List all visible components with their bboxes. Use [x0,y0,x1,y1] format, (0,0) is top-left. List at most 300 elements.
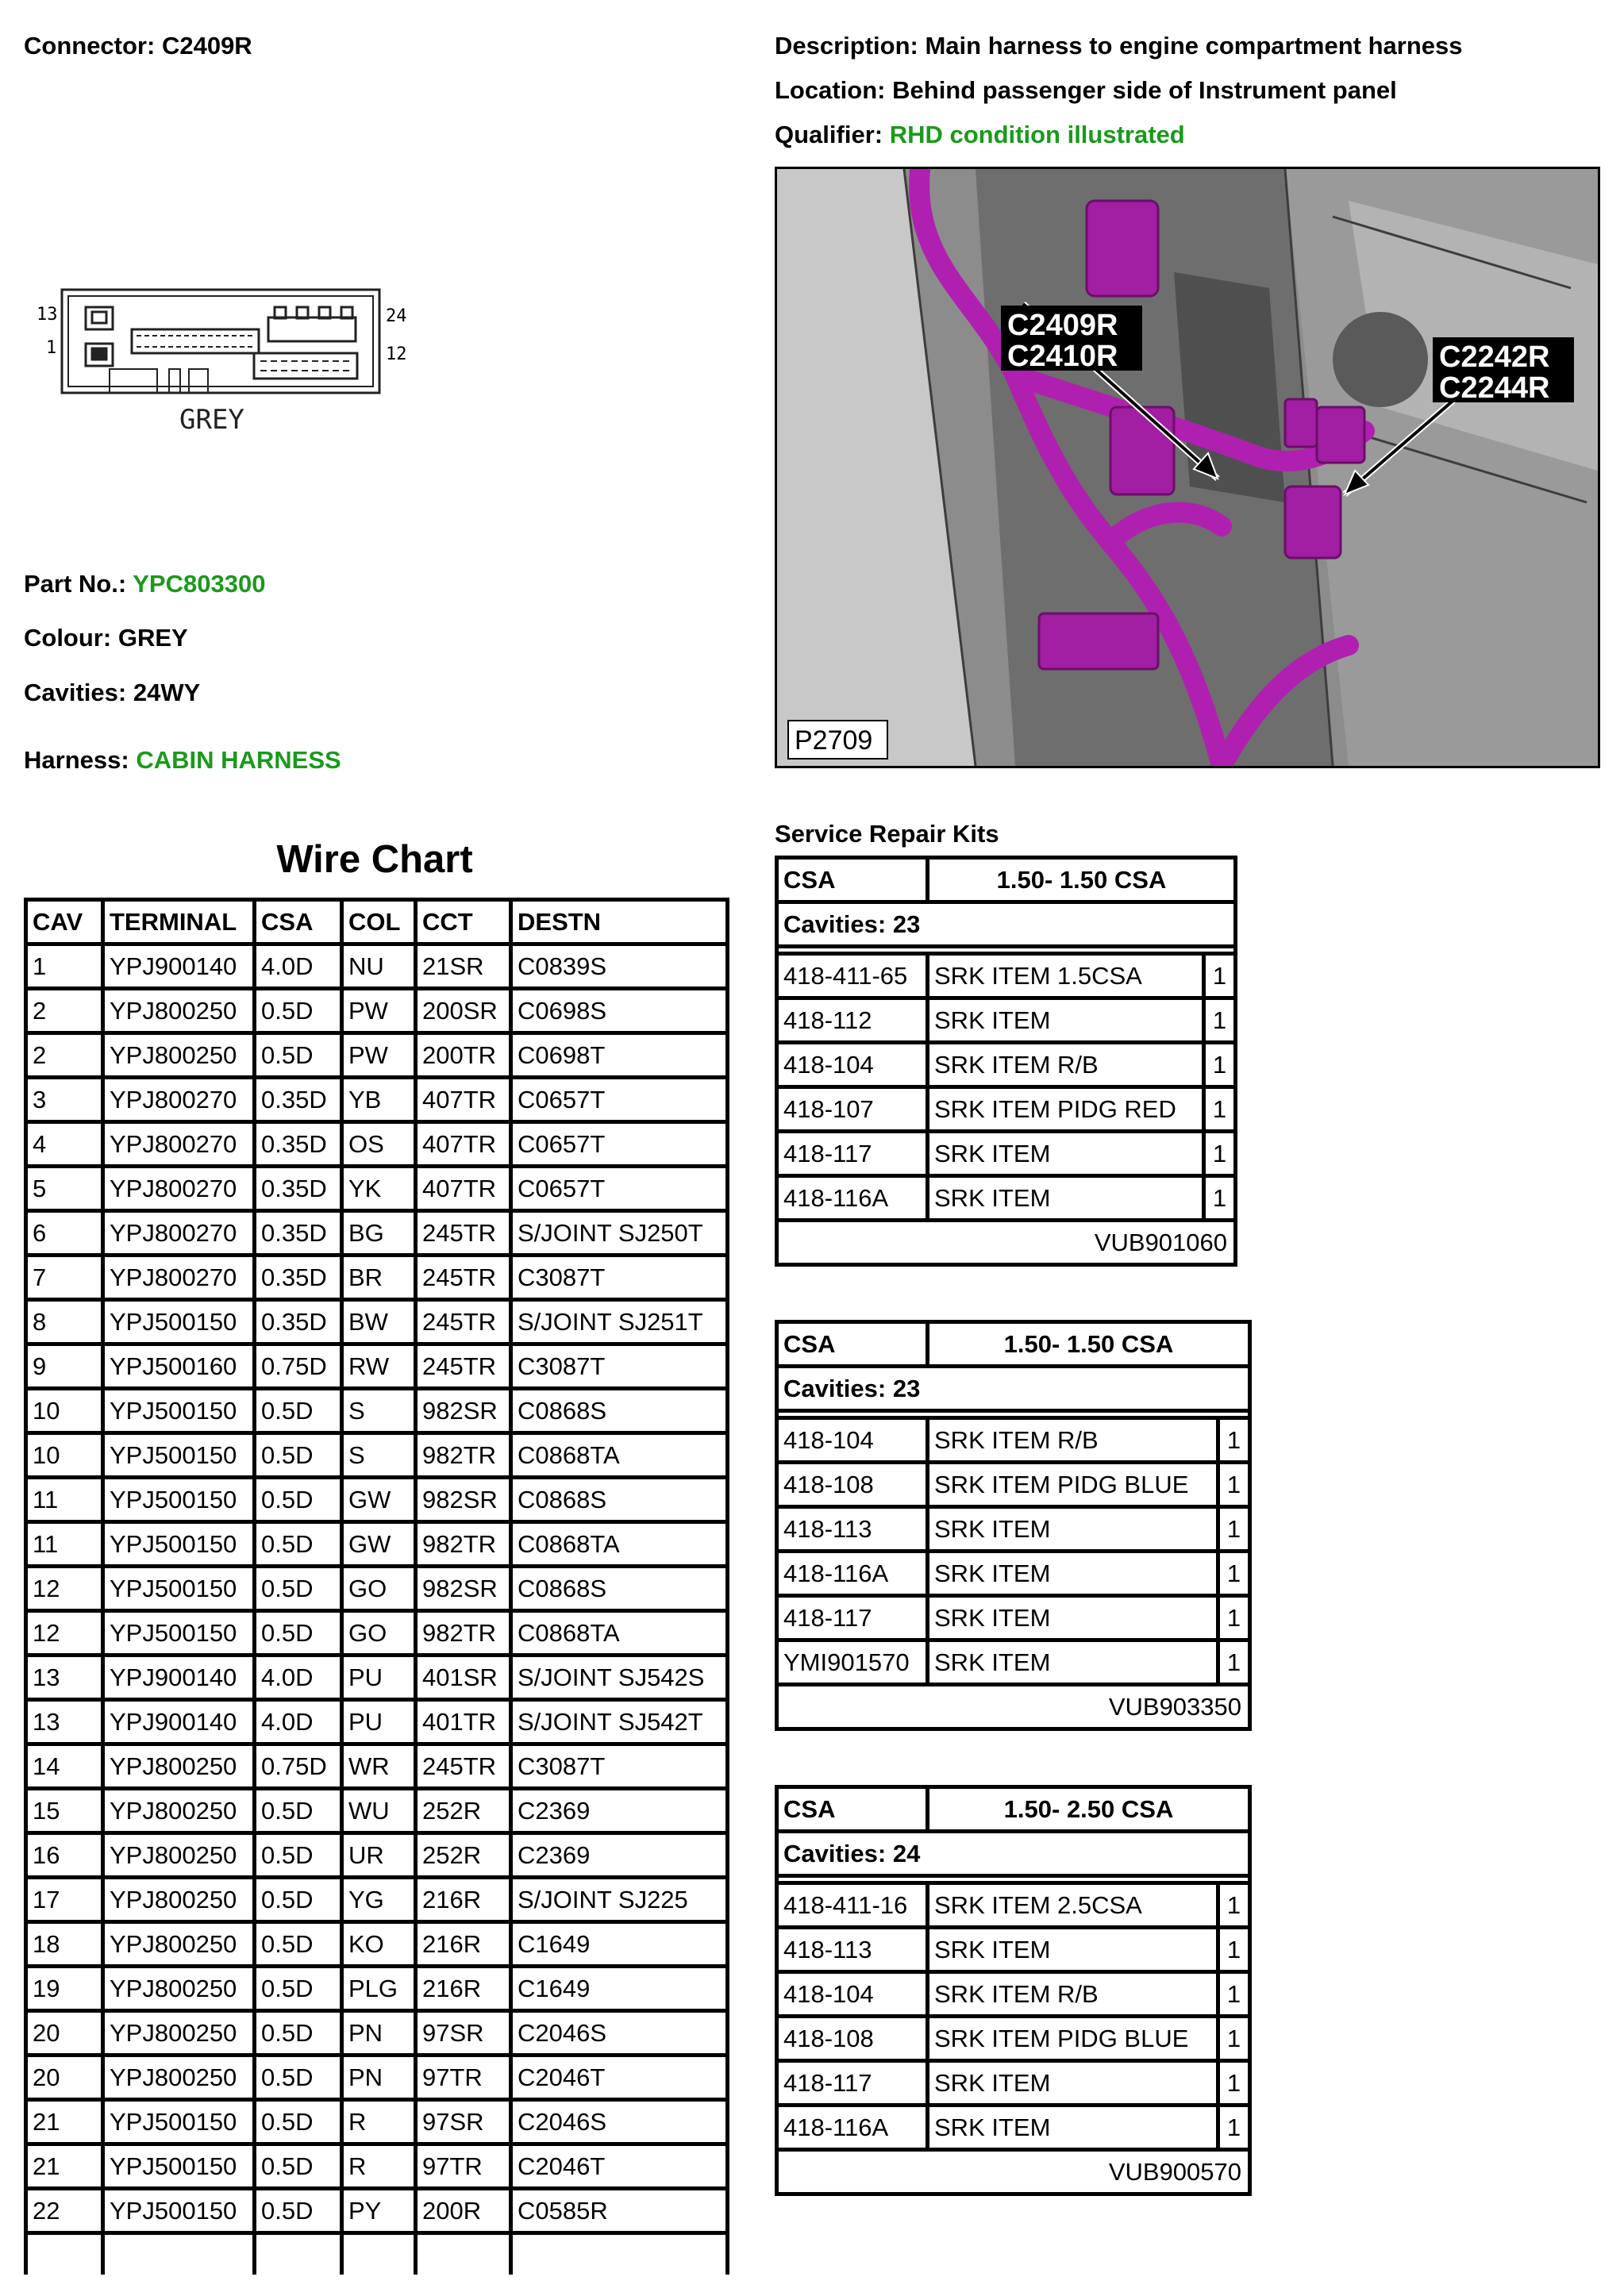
kit-part-number: 418-112 [779,1000,929,1044]
callout-c2242r: C2242R [1439,340,1550,374]
kit-csa-range: 1.50- 2.50 CSA [929,1789,1252,1833]
kit-part-number: 418-117 [779,2063,929,2107]
table-row [28,1213,729,1257]
kit-part-number: 418-108 [779,1464,929,1509]
cell-csa: 0.75D [256,1346,344,1390]
cell-cav: 21 [28,2102,105,2146]
kit-part-number: 418-104 [779,1044,929,1089]
cell-col: R [344,2102,418,2146]
table-row [28,1257,729,1302]
table-row [779,1133,1237,1178]
cell-terminal: YPJ800250 [105,2013,256,2057]
location-label: Location: [775,76,886,104]
cell-csa: 0.5D [256,1835,344,1879]
kit-item-quantity: 1 [1206,1089,1237,1133]
kit-ref-row [779,1222,1237,1267]
cell-col: GW [344,1524,418,1568]
cell-cct: 252R [418,1790,513,1835]
kit-part-number: 418-108 [779,2018,929,2063]
empty-cell [256,2235,344,2275]
cell-col: S [344,1435,418,1479]
cell-cct: 245TR [418,1257,513,1302]
table-row [28,2102,729,2146]
cell-csa: 0.35D [256,1302,344,1346]
kit-item-description: SRK ITEM R/B [929,1420,1220,1464]
cell-cct: 200TR [418,1035,513,1079]
cell-col: GO [344,1613,418,1657]
qualifier-line [775,121,1185,149]
cell-destn: C1649 [513,1968,729,2013]
cell-cct: 401TR [418,1702,513,1746]
table-row [28,990,729,1035]
cell-cav: 2 [28,1035,105,1079]
cell-col: UR [344,1835,418,1879]
cell-cav: 2 [28,990,105,1035]
kit-reference: VUB901060 [779,1222,1237,1267]
table-row [28,1568,729,1613]
cell-col: OS [344,1124,418,1168]
cell-destn: C1649 [513,1924,729,1968]
description-line [775,32,1463,60]
cell-terminal: YPJ800270 [105,1079,256,1124]
kit-spacer-cell [779,948,1237,956]
cell-csa: 0.5D [256,1035,344,1079]
kit-part-number: 418-104 [779,1420,929,1464]
cell-cct: 245TR [418,1346,513,1390]
cell-cct: 245TR [418,1746,513,1790]
table-row [779,1642,1252,1686]
cell-csa: 0.35D [256,1168,344,1213]
table-row [28,1968,729,2013]
cell-cav: 12 [28,1613,105,1657]
cell-terminal: YPJ500150 [105,1524,256,1568]
cell-cav: 1 [28,946,105,990]
kit-part-number: 418-411-16 [779,1885,929,1929]
col-destn: DESTN [513,902,729,946]
kit-item-quantity: 1 [1220,2107,1252,2152]
kit-item-description: SRK ITEM [929,1509,1220,1553]
cell-cct: 200R [418,2190,513,2235]
empty-cell [344,2235,418,2275]
colour-label: Colour: [24,624,112,652]
cell-terminal: YPJ800250 [105,1835,256,1879]
kit-part-number: 418-117 [779,1598,929,1642]
cell-cct: 407TR [418,1124,513,1168]
empty-cell [418,2235,513,2275]
table-row [779,1598,1252,1642]
table-row [28,946,729,990]
repair-kit-table [775,1785,1252,2196]
cell-destn: C0868TA [513,1435,729,1479]
cell-terminal: YPJ500150 [105,2190,256,2235]
description-value: Main harness to engine compartment harness [925,32,1463,60]
cell-destn: C2369 [513,1835,729,1879]
cavities-label: Cavities: [24,679,127,706]
cell-csa: 0.5D [256,2190,344,2235]
cell-destn: C3087T [513,1346,729,1390]
cell-cct: 97TR [418,2146,513,2190]
cell-terminal: YPJ500150 [105,2102,256,2146]
table-row [28,1035,729,1079]
table-row [28,2146,729,2190]
kit-item-description: SRK ITEM PIDG RED [929,1089,1206,1133]
cell-cct: 21SR [418,946,513,990]
table-row [28,1835,729,1879]
cell-destn: C0868S [513,1479,729,1524]
kit-part-number: 418-116A [779,2107,929,2152]
kit-part-number: YMI901570 [779,1642,929,1686]
kit-item-quantity: 1 [1220,1642,1252,1686]
cell-cav: 13 [28,1657,105,1702]
cell-destn: C0868TA [513,1524,729,1568]
cell-col: YG [344,1879,418,1924]
kit-spacer [779,1413,1252,1420]
repair-kit-table [775,1320,1252,1731]
wire-chart-table [24,898,729,2275]
kit-item-description: SRK ITEM [929,1598,1220,1642]
kit-item-description: SRK ITEM 1.5CSA [929,956,1206,1000]
table-row [779,2063,1252,2107]
empty-cell [28,2235,105,2275]
cell-destn: C0585R [513,2190,729,2235]
kit-csa-label: CSA [779,860,929,904]
location-line [775,76,1397,105]
cell-cct: 407TR [418,1079,513,1124]
cell-cav: 13 [28,1702,105,1746]
table-row [779,1553,1252,1598]
cell-cct: 245TR [418,1302,513,1346]
cell-cct: 252R [418,1835,513,1879]
cell-terminal: YPJ800270 [105,1124,256,1168]
table-row [28,1879,729,1924]
figure-id: P2709 [795,725,873,756]
kit-ref-row [779,2152,1252,2196]
cell-col: PW [344,1035,418,1079]
kit-csa-range: 1.50- 1.50 CSA [929,860,1237,904]
table-row [779,1420,1252,1464]
cell-cav: 4 [28,1124,105,1168]
kit-item-description: SRK ITEM R/B [929,1974,1220,2018]
table-row [779,1929,1252,1974]
table-row [28,1746,729,1790]
cell-destn: C0657T [513,1124,729,1168]
cell-col: WR [344,1746,418,1790]
cell-destn: C3087T [513,1746,729,1790]
cell-col: NU [344,946,418,990]
cell-cav: 9 [28,1346,105,1390]
table-row [779,1509,1252,1553]
repair-kit-table [775,856,1237,1267]
cell-terminal: YPJ800270 [105,1168,256,1213]
kit-item-description: SRK ITEM [929,2107,1220,2152]
harness-label: Harness: [24,746,129,774]
kit-item-quantity: 1 [1220,1420,1252,1464]
cell-csa: 0.5D [256,1568,344,1613]
empty-cell [105,2235,256,2275]
kit-item-description: SRK ITEM [929,1642,1220,1686]
table-row [28,1657,729,1702]
cell-csa: 0.35D [256,1213,344,1257]
cell-col: YK [344,1168,418,1213]
cell-destn: C0698S [513,990,729,1035]
col-cct: CCT [418,902,513,946]
kit-item-quantity: 1 [1220,1553,1252,1598]
kit-header-row [779,1789,1252,1833]
cell-destn: S/JOINT SJ250T [513,1213,729,1257]
cavities-value: 24WY [133,679,201,706]
cell-cav: 16 [28,1835,105,1879]
cell-destn: S/JOINT SJ225 [513,1879,729,1924]
connector-face-diagram [30,274,419,444]
cell-terminal: YPJ800250 [105,990,256,1035]
kit-cavities: Cavities: 23 [779,904,1237,948]
colour-line [24,624,188,652]
cell-csa: 0.5D [256,1879,344,1924]
cell-cct: 982TR [418,1524,513,1568]
cell-terminal: YPJ500150 [105,1479,256,1524]
table-row [28,1390,729,1435]
cell-terminal: YPJ800250 [105,1790,256,1835]
cell-col: PW [344,990,418,1035]
kit-csa-label: CSA [779,1324,929,1368]
cell-csa: 0.35D [256,1257,344,1302]
kit-header-row [779,1324,1252,1368]
callout-c2244r: C2244R [1439,371,1550,405]
callout-c2410r: C2410R [1007,340,1118,373]
cell-destn: C2046T [513,2057,729,2102]
cell-cct: 982TR [418,1613,513,1657]
table-row [28,1124,729,1168]
empty-cell [513,2235,729,2275]
wire-chart-title: Wire Chart [276,838,473,881]
cell-cct: 216R [418,1924,513,1968]
kit-cavities-row [779,904,1237,948]
cell-cav: 19 [28,1968,105,2013]
cell-terminal: YPJ500150 [105,2146,256,2190]
table-row [28,1613,729,1657]
cavities-line [24,679,200,707]
cell-col: PU [344,1702,418,1746]
cell-destn: C2046S [513,2013,729,2057]
table-row [28,1302,729,1346]
harness-value: CABIN HARNESS [136,746,341,774]
table-row [779,1974,1252,2018]
cell-destn: C3087T [513,1257,729,1302]
cell-terminal: YPJ800250 [105,2057,256,2102]
kit-spacer-cell [779,1878,1252,1885]
kit-item-quantity: 1 [1220,1464,1252,1509]
cell-csa: 0.5D [256,2013,344,2057]
cell-terminal: YPJ500160 [105,1346,256,1390]
kit-item-quantity: 1 [1206,1044,1237,1089]
cell-csa: 0.5D [256,1390,344,1435]
cell-col: PN [344,2057,418,2102]
cell-destn: S/JOINT SJ542S [513,1657,729,1702]
kit-item-description: SRK ITEM R/B [929,1044,1206,1089]
kit-item-description: SRK ITEM [929,1178,1206,1222]
connector-value: C2409R [161,32,252,60]
kit-item-description: SRK ITEM [929,1000,1206,1044]
col-col: COL [344,902,418,946]
cell-destn: C2046S [513,2102,729,2146]
cell-csa: 0.5D [256,2102,344,2146]
part-number-line [24,570,265,598]
table-row [28,1702,729,1746]
table-row [28,2057,729,2102]
kit-ref-row [779,1686,1252,1731]
kit-item-quantity: 1 [1206,956,1237,1000]
cell-csa: 0.5D [256,1790,344,1835]
kit-spacer-cell [779,1413,1252,1420]
table-row [28,1079,729,1124]
cell-col: PY [344,2190,418,2235]
kit-spacer [779,1878,1252,1885]
kit-csa-range: 1.50- 1.50 CSA [929,1324,1252,1368]
cell-cct: 407TR [418,1168,513,1213]
kit-reference: VUB900570 [779,2152,1252,2196]
cell-col: WU [344,1790,418,1835]
table-row [28,1524,729,1568]
cell-terminal: YPJ500150 [105,1613,256,1657]
kit-cavities: Cavities: 23 [779,1368,1252,1413]
kit-item-quantity: 1 [1220,1598,1252,1642]
cell-csa: 0.5D [256,1613,344,1657]
table-row [779,1464,1252,1509]
cell-col: GW [344,1479,418,1524]
pin-label-12: 12 [386,344,407,364]
cell-terminal: YPJ900140 [105,1702,256,1746]
cell-destn: C0657T [513,1079,729,1124]
cell-terminal: YPJ800270 [105,1213,256,1257]
cell-terminal: YPJ800250 [105,1879,256,1924]
cell-cav: 8 [28,1302,105,1346]
pin-label-24: 24 [386,306,407,326]
cell-terminal: YPJ500150 [105,1435,256,1479]
cell-cav: 7 [28,1257,105,1302]
kit-item-description: SRK ITEM [929,1553,1220,1598]
table-row [28,1479,729,1524]
cell-terminal: YPJ800250 [105,1035,256,1079]
table-row [779,956,1237,1000]
callout-c2409r: C2409R [1007,309,1118,342]
cell-destn: C2046T [513,2146,729,2190]
table-row [28,1346,729,1390]
cell-csa: 0.35D [256,1124,344,1168]
kit-item-quantity: 1 [1206,1178,1237,1222]
kit-item-quantity: 1 [1220,1509,1252,1553]
cell-csa: 4.0D [256,946,344,990]
cell-destn: S/JOINT SJ542T [513,1702,729,1746]
table-row [28,1168,729,1213]
cell-col: PN [344,2013,418,2057]
kit-part-number: 418-411-65 [779,956,929,1000]
cell-csa: 4.0D [256,1657,344,1702]
cell-cct: 97TR [418,2057,513,2102]
wire-chart-header-row [28,902,729,946]
colour-value: GREY [117,624,188,652]
cell-csa: 0.75D [256,1746,344,1790]
col-csa: CSA [256,902,344,946]
table-row [28,2013,729,2057]
cell-csa: 0.5D [256,1479,344,1524]
cell-col: BW [344,1302,418,1346]
kit-part-number: 418-104 [779,1974,929,2018]
cell-col: RW [344,1346,418,1390]
kit-item-quantity: 1 [1206,1000,1237,1044]
cell-cav: 14 [28,1746,105,1790]
table-row [779,1000,1237,1044]
table-row [779,2018,1252,2063]
kit-part-number: 418-107 [779,1089,929,1133]
kit-part-number: 418-117 [779,1133,929,1178]
kit-item-description: SRK ITEM PIDG BLUE [929,2018,1220,2063]
cell-cav: 11 [28,1524,105,1568]
cell-cav: 20 [28,2013,105,2057]
cell-cav: 15 [28,1790,105,1835]
cell-cct: 97SR [418,2013,513,2057]
cell-terminal: YPJ800270 [105,1257,256,1302]
kit-item-quantity: 1 [1220,1929,1252,1974]
cell-csa: 0.5D [256,1524,344,1568]
table-row [779,2107,1252,2152]
connector-label: Connector: [24,32,156,60]
cell-csa: 0.5D [256,2057,344,2102]
kit-part-number: 418-113 [779,1929,929,1974]
cell-csa: 4.0D [256,1702,344,1746]
cell-csa: 0.35D [256,1079,344,1124]
cell-destn: C2369 [513,1790,729,1835]
cell-cav: 21 [28,2146,105,2190]
kit-item-description: SRK ITEM [929,1929,1220,1974]
kit-item-quantity: 1 [1206,1133,1237,1178]
cell-destn: S/JOINT SJ251T [513,1302,729,1346]
col-terminal: TERMINAL [105,902,256,946]
kit-item-description: SRK ITEM PIDG BLUE [929,1464,1220,1509]
cell-cav: 5 [28,1168,105,1213]
kit-item-quantity: 1 [1220,1974,1252,2018]
cell-terminal: YPJ900140 [105,1657,256,1702]
table-row [779,1885,1252,1929]
kit-csa-label: CSA [779,1789,929,1833]
kit-item-quantity: 1 [1220,1885,1252,1929]
kit-cavities: Cavities: 24 [779,1833,1252,1878]
cell-cav: 10 [28,1390,105,1435]
cell-destn: C0657T [513,1168,729,1213]
connector-location-photo [775,167,1600,768]
cell-terminal: YPJ500150 [105,1390,256,1435]
kit-item-quantity: 1 [1220,2063,1252,2107]
kit-spacer [779,948,1237,956]
cell-col: BG [344,1213,418,1257]
kit-cavities-row [779,1833,1252,1878]
empty-row [28,2235,729,2275]
kit-reference: VUB903350 [779,1686,1252,1731]
cell-csa: 0.5D [256,2146,344,2190]
cell-cct: 982TR [418,1435,513,1479]
kit-header-row [779,860,1237,904]
cell-col: PU [344,1657,418,1702]
cell-destn: C0868S [513,1568,729,1613]
cell-csa: 0.5D [256,1435,344,1479]
pin-label-13: 13 [37,305,58,325]
harness-line [24,746,341,775]
cell-cct: 401SR [418,1657,513,1702]
cell-csa: 0.5D [256,990,344,1035]
cell-cav: 12 [28,1568,105,1613]
cell-cav: 22 [28,2190,105,2235]
harness-illustration [777,169,1598,766]
cell-col: PLG [344,1968,418,2013]
